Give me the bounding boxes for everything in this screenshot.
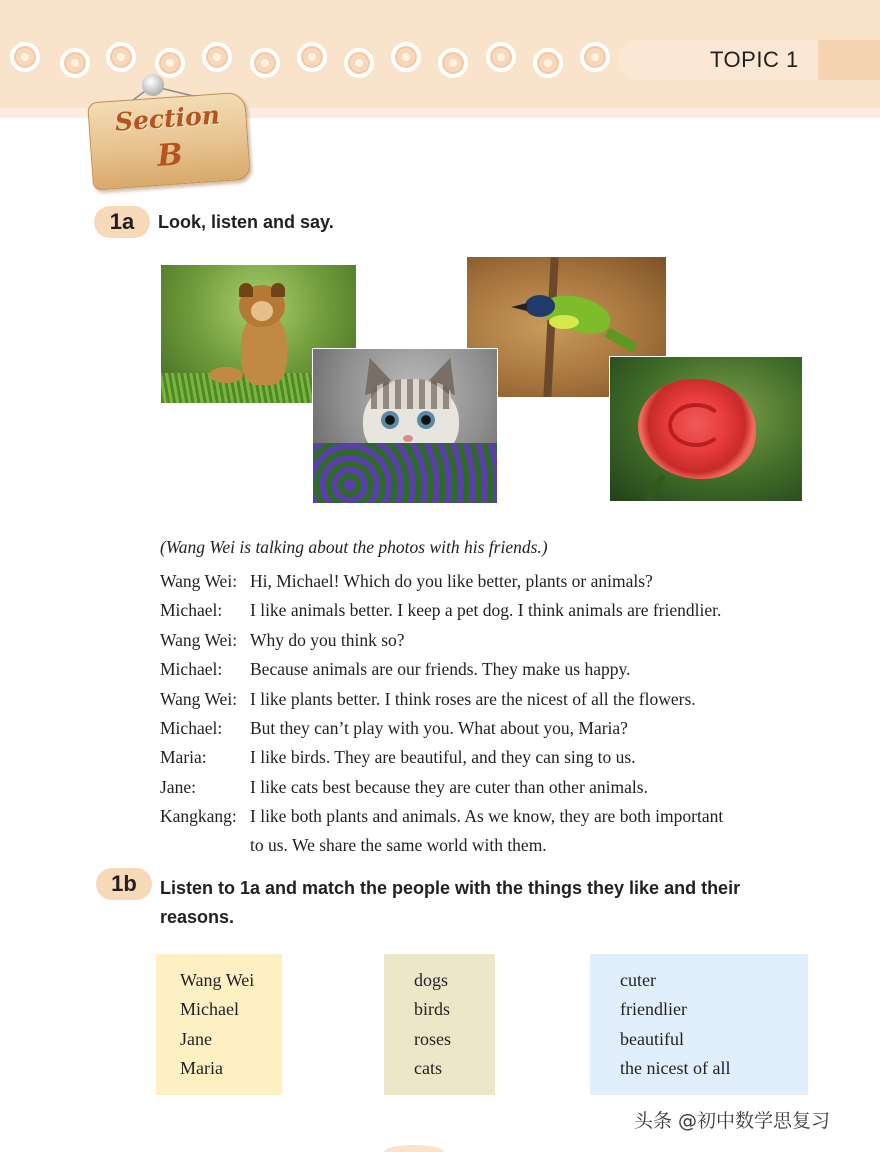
bird-tail [605,328,638,353]
rose-petal-swirl [668,403,724,447]
cat-eye [417,411,435,429]
watermark: 头条 @初中数学思复习 [634,1110,831,1132]
ring-icon [391,42,421,72]
dialogue-line: Hi, Michael! Which do you like better, plants or animals? [250,571,653,591]
dialogue-line: I like cats best because they are cuter than other animals. [250,777,648,797]
dialogue-line: But they can’t play with you. What about you, Maria? [250,718,628,738]
dog-paw [209,367,243,383]
ring-icon [344,48,374,78]
cat-stripes [371,379,451,409]
instruction-1b-line: reasons. [160,907,235,927]
dialogue-line: to us. We share the same world with them. [250,835,547,855]
ring-icon [438,48,468,78]
exercise-badge-1a: 1a [94,206,150,238]
cat-nose [403,435,413,442]
speaker: Kangkang: [160,806,237,826]
topic-tab-end [818,40,880,80]
flowers [313,443,497,503]
rose-photo [609,356,803,502]
thing-item: cats [414,1057,442,1078]
ring-icon [10,42,40,72]
ring-icon [60,48,90,78]
reason-item: cuter [620,970,656,990]
ring-icon [106,42,136,72]
cat-photo [312,348,498,504]
topic-label: TOPIC 1 [710,47,799,72]
people-box [156,954,282,1095]
instruction-1b [160,874,820,932]
dialogue-intro: (Wang Wei is talking about the photos with his friends.) [160,537,548,557]
reason-item: beautiful [620,1028,684,1049]
things-box [384,954,495,1095]
ring-icon [202,42,232,72]
bird-chest [549,315,579,329]
rose-stem [640,474,665,502]
dialogue-line: I like both plants and animals. As we know, they are both important [250,806,724,826]
thing-item: birds [414,999,450,1020]
speaker: Michael: [160,718,223,738]
cat-eye [381,411,399,429]
person-item: Jane [180,1028,212,1049]
ring-icon [486,42,516,72]
speaker: Wang Wei: [160,571,238,591]
person-item: Wang Wei [180,970,255,990]
pin-icon [142,74,164,96]
thing-item: roses [414,1028,451,1049]
speaker: Jane: [160,777,196,797]
ring-icon [155,48,185,78]
thing-item: dogs [414,970,449,990]
dog-ear [239,283,253,297]
bird-head [525,295,555,317]
speaker: Michael: [160,600,223,620]
dialogue-line: I like birds. They are beautiful, and they can sing to us. [250,747,636,767]
section-sign [87,92,251,191]
page-ornament [384,1145,444,1152]
instruction-1a: Look, listen and say. [158,212,334,232]
instruction-1b-line: Listen to 1a and match the people with the things they like and their [160,878,741,898]
speaker: Michael: [160,659,223,679]
ring-icon [250,48,280,78]
exercise-badge-1b: 1b [96,868,152,900]
speaker: Maria: [160,747,207,767]
dialogue-line: I like animals better. I keep a pet dog. I think animals are friendlier. [250,600,722,620]
dog-face [251,301,273,321]
reason-item: the nicest of all [620,1057,731,1078]
reason-item: friendlier [620,999,687,1020]
person-item: Maria [180,1057,223,1078]
dog-ear [271,283,285,297]
person-item: Michael [180,999,239,1020]
ring-icon [297,42,327,72]
section-letter: B [156,137,184,174]
speaker: Wang Wei: [160,630,238,650]
ring-icon [533,48,563,78]
speaker: Wang Wei: [160,689,238,709]
dialogue-line: Because animals are our friends. They make us happy. [250,659,631,679]
section-word: Section [114,100,221,137]
dialogue-line: Why do you think so? [250,630,405,650]
reasons-box [590,954,808,1095]
bird-beak [511,303,527,311]
ring-icon [580,42,610,72]
dialogue-line: I like plants better. I think roses are the nicest of all the flowers. [250,689,696,709]
decorative-rings [0,38,640,88]
